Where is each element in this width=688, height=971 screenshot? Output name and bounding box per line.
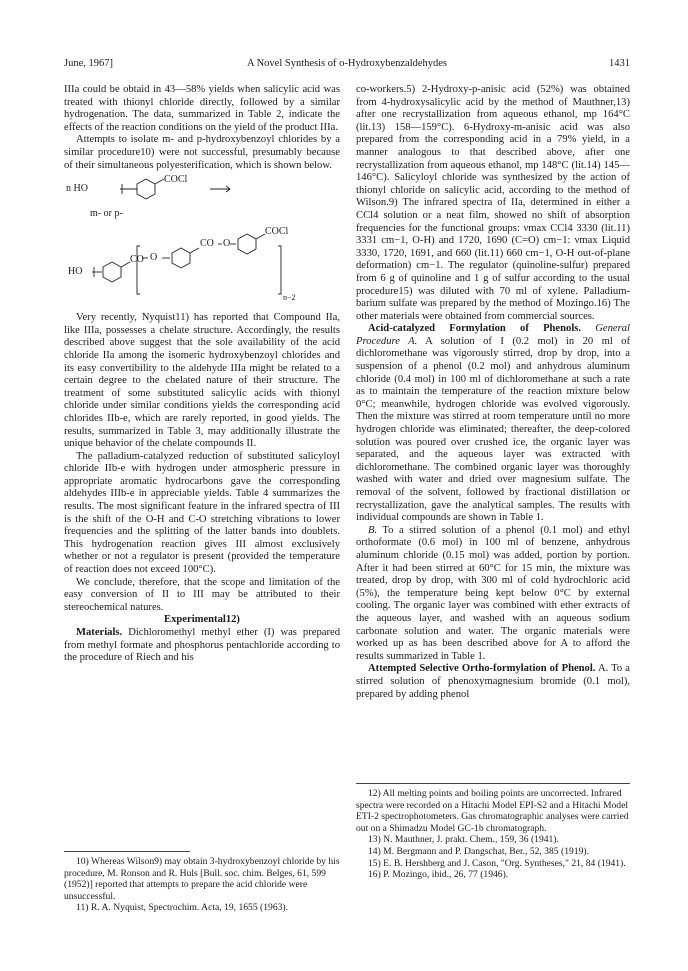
paragraph: Very recently, Nyquist11) has reported that Compound IIa, like IIIa, possesses a chelate structure. Accordingly, the results described above suggest that the sole availability of the acid chloride IIa among the isomeric hydroxybenzoyl chlorides and its easy convertibility to the aldehyde IIIa might be related to a certain degree to the chelated nature of their structure. The treatment of some substituted salicylic acids with thionyl chloride under similar conditions yields the corresponding acid chlorides IIb-e, which are rarely reported, in good yields. The results, summarized in Table 3, may additionally illustrate the unique behavior of the chelate compounds II. [64, 312, 340, 450]
cocl-label: COCl [265, 226, 289, 238]
procedure-label: General Procedure A. [356, 323, 630, 347]
paragraph: We conclude, therefore, that the scope and limitation of the easy conversion of II to III may be attributed to their stereochemical natures. [64, 576, 340, 613]
paragraph: IIIa could be obtaid in 43—58% yields when salicylic acid was treated with thionyl chloride directly, followed by a similar hydrogenation. The data, summarized in Table 2, indicate the effects of the reaction conditions on the yield of the product IIIa. [64, 84, 340, 133]
paragraph [356, 323, 630, 525]
reactant-label: n HO [66, 183, 88, 195]
footnote: 14) M. Bergmann and P. Dangschat, Ber., 52, 385 (1919). [368, 845, 589, 857]
footnote-divider [356, 783, 630, 784]
left-column [64, 84, 340, 665]
o-label: O [223, 238, 231, 250]
left-footnotes [64, 856, 340, 914]
paragraph: The palladium-catalyzed reduction of substituted salicyloyl chloride IIb-e with hydrogen under atmospheric pressure in appropriate aromatic hydrocarbons gave the corresponding aldehydes IIIb-e in appreciable yields. Table 4 summarizes the results. The most significant feature in the infrared spectra of III is the shift of the O-H and C-O stretching vibrations to lower frequencies and the splitting of the latter bands into doublets. This hydrogenation reaction gives III almost exclusively whether or not a regulator is present (provided the temperature of reaction does not exceed 100°C). [64, 450, 340, 576]
footnote: 16) P. Mozingo, ibid., 26, 77 (1946). [368, 869, 509, 881]
procedure-label: B. [368, 524, 378, 536]
footnote: 15) E. B. Hershberg and J. Cason, "Org. Syntheses," 21, 84 (1941). [368, 857, 626, 869]
section-heading: Experimental12) [164, 614, 240, 626]
right-footnotes [356, 788, 630, 881]
ho-label: HO [68, 266, 83, 278]
run-in-heading: Materials. [76, 627, 123, 638]
header-date: June, 1967] [64, 58, 113, 69]
paragraph-text: A solution of I (0.2 mol) in 20 ml of dichloromethane was vigorously stirred, drop by drop, into a suspension of a phenol (0.2 mol) and anhydrous aluminum chloride (0.4 mol) in 100 ml of dichloromethane at such a rate as to maintain the temperature of the reaction mixture below 0°C; meanwhile, hydrogen chloride was evolved vigorously. Then the mixture was stirred at room temperature until no more hydrogen chloride was eliminated; thereafter, the deep-colored solution was poured over crushed ice, the organic layer was separated, and the aqueous layer was extracted with dichloromethane. The combined organic layer was thoroughly washed with water and dried over magnesium sulfate. The removal of the solvent, followed by fractional distillation or recrystallization, gave the analytical samples. The results with individual compounds are shown in Table 1. [356, 335, 631, 524]
header-title: A Novel Synthesis of o-Hydroxybenzaldehydes [246, 58, 448, 69]
paragraph-text: To a stirred solution of a phenol (0.1 mol) and ethyl orthoformate (0.6 mol) in 100 ml of benzene, anhydrous aluminum chloride (0.15 mol) was added, portion by portion. After it had been stirred at 60°C for 15 min, the mixture was treated, drop by drop, with 300 ml of cold hydrochloric acid (5%), the temperature being kept below 0°C by external cooling. The organic layer was combined with ether extracts of the aqueous layer, and washed with an aqueous sodium carbonate solution and water. The organic materials were worked up as has been described above for A to afford the results summarized in Table 1. [356, 524, 630, 662]
cocl-label: COCl [164, 174, 188, 186]
co-label: CO [200, 238, 214, 250]
paragraph [356, 525, 630, 664]
footnote: 10) Whereas Wilson9) may obtain 3-hydroxybenzoyl chloride by his procedure, M. Ronson and R. Huls [Bull. soc. chim. Belges, 61, 599 (1952)] reported that attempts to prepare the acid chloride were unsuccessful. [64, 856, 340, 902]
paragraph [356, 663, 630, 701]
o-label: O [150, 252, 158, 264]
paragraph [64, 627, 340, 665]
paragraph: co-workers.5) 2-Hydroxy-p-anisic acid (52%) was obtained from 4-hydroxysalicylic acid by the method of Mauthner,13) after one recrystallization from aqueous ethanol, mp 164°C (lit.13) 158—159°C). 6-Hydroxy-m-anisic acid was also prepared from the corresponding acid in a 79% yield, in a manner analogous to that described above, after one recrystallization from aqueous ethanol, mp 148°C (lit.14) 145—146°C). Salicyloyl chloride was synthesized by the action of thionyl chloride on salicylic acid, according to the method of Wilson.9) The infrared spectra of IIa, determined in either a CCl4 solution or a neat film, showed no shift of absorption frequencies for the functional groups: νmax CCl4 3330 (lit.11) 3331 cm−1, O-H) and 1720, 1690 (C=O) cm−1: νmax Liquid 3330, 1720, 1691, and 660 (lit.11) 660 cm−1, O-H out-of-plane deformation) cm−1. The regulator (quinoline-sulfur) prepared from 6 g of quinoline and 1 g of sulfur according to the usual procedure15) was diluted with 70 ml of xylene. Palladium-barium sulfate was prepared by the method of Mozingo.16) The other materials were obtained from commercial sources. [356, 84, 630, 322]
co-label: CO [130, 254, 144, 266]
right-column [356, 84, 630, 701]
footnote-divider [64, 851, 190, 852]
run-in-heading: Acid-catalyzed Formylation of Phenols. [368, 323, 582, 335]
paragraph: Attempts to isolate m- and p-hydroxybenzoyl chlorides by a similar procedure10) were not successful, presumably because of their simultaneous polyesterification, which is shown below. [64, 134, 340, 171]
isomer-label: m- or p- [90, 208, 123, 220]
running-header [64, 58, 630, 72]
footnote: 11) R. A. Nyquist, Spectrochim. Acta, 19, 1655 (1963). [76, 902, 289, 914]
polyesterification-scheme [64, 174, 340, 308]
paragraph-text: A. To a stirred solution of phenoxymagnesium bromide (0.1 mol), prepared by adding phenol [356, 663, 630, 700]
footnote: 13) N. Mauthner, J. prakt. Chem., 159, 36 (1941). [368, 834, 559, 846]
paragraph-text: Dichloromethyl methyl ether (I) was prepared from methyl formate and phosphorus pentachloride according to the procedure of Riech and his [64, 627, 340, 664]
run-in-heading: Attempted Selective Ortho-formylation of Phenol. [368, 663, 596, 675]
page-number: 1431 [609, 58, 630, 69]
footnote: 12) All melting points and boiling points are uncorrected. Infrared spectra were recorded on a Hitachi Model EPI-S2 and a Hitachi Model ETI-2 spectrophotometers. Gas chromatographic analyses were carried out on a Shimadzu Model GC-1b chromatograph. [356, 788, 629, 834]
repeat-subscript: n−2 [283, 293, 296, 303]
